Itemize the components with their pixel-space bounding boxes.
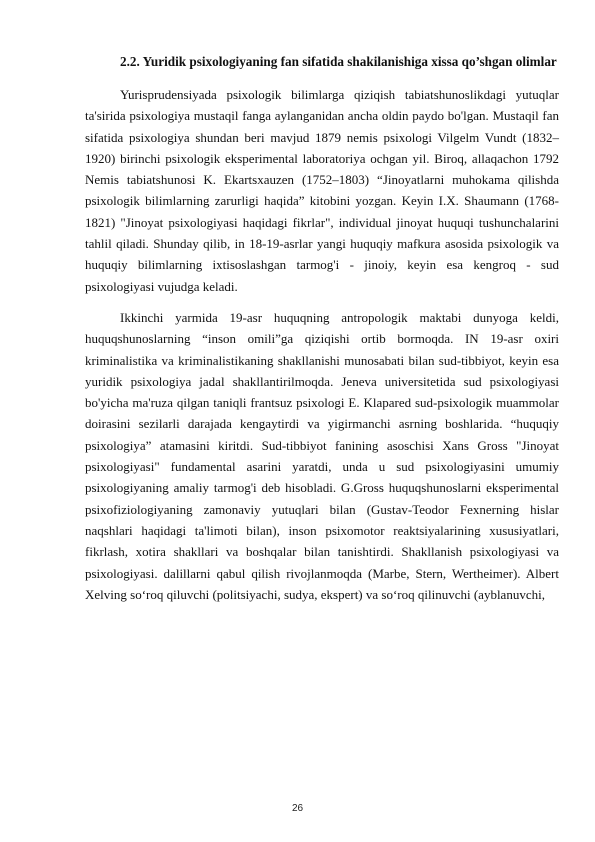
page-content	[85, 51, 559, 615]
section-heading: 2.2. Yuridik psixologiyaning fan sifatida shakilanishiga xissa qo’shgan olimlar	[120, 54, 557, 69]
paragraph-2: Ikkinchi yarmida 19-asr huquqning antropologik maktabi dunyoga keldi, huquqshunoslarning “inson omili”ga qiziqishi ortib bormoqda. IN 19-asr oxiri kriminalistika va kriminalistikaning shakllanishi munosabati bilan sud-tibbiyot, keyin esa yuridik psixologiya jadal shakllantirilmoqda. Jeneva universitetida sud psixologiyasi bo'yicha ma'ruza qilgan taniqli frantsuz psixologi E. Klapared sud-psixologik muammolar doirasini sezilarli darajada kengaytirdi va yigirmanchi asrning boshlarida. “huquqiy psixologiya” atamasini kiritdi. Sud-tibbiyot fanining asoschisi Xans Gross "Jinoyat psixologiyasi" fundamental asarini yaratdi, unda u sud psixologiyasini umumiy psixologiyaning amaliy tarmog'i deb hisobladi. G.Gross huquqshunoslarni eksperimental psixofiziologiyaning zamonaviy yutuqlari bilan (Gustav-Teodor Fexnerning hislar naqshlari haqidagi ta'limoti bilan), inson psixomotor reaktsiyalarining xususiyatlari, fikrlash, xotira shakllari va boshqalar bilan tanishtirdi. Shakllanish psixologiyasi va psixologiyasi. dalillarni qabul qilish rivojlanmoqda (Marbe, Stern, Wertheimer). Albert Xelving so‘roq qiluvchi (politsiyachi, sudya, ekspert) va so‘roq qilinuvchi (ayblanuvchi,	[85, 309, 559, 602]
page-number: 26	[291, 803, 304, 814]
paragraph-1: Yurisprudensiyada psixologik bilimlarga qiziqish tabiatshunoslikdagi yutuqlar ta'sirida psixologiya mustaqil fanga aylanganidan ancha oldin paydo bo'lgan. Mustaqil fan sifatida psixologiya shundan beri mavjud 1879 nemis psixologi Vilgelm Vundt (1832–1920) birinchi psixologik eksperimental laboratoriya ochgan yil. Biroq, allaqachon 1792 Nemis tabiatshunosi K. Ekartsxauzen (1752–1803) “Jinoyatlarni muhokama qilishda psixologik bilimlarning zarurligi haqida” kitobini yozgan. Keyin I.X. Shaumann (1768-1821) "Jinoyat psixologiyasi haqidagi fikrlar", individual jinoyat huquqi tushunchalarini tahlil qiladi. Shunday qilib, in 18-19-asrlar yangi huquqiy mafkura asosida psixologik va huquqiy bilimlarning ixtisoslashgan tarmog'i - jinoiy, keyin esa kengroq - sud psixologiyasi vujudga keladi.	[85, 87, 559, 294]
